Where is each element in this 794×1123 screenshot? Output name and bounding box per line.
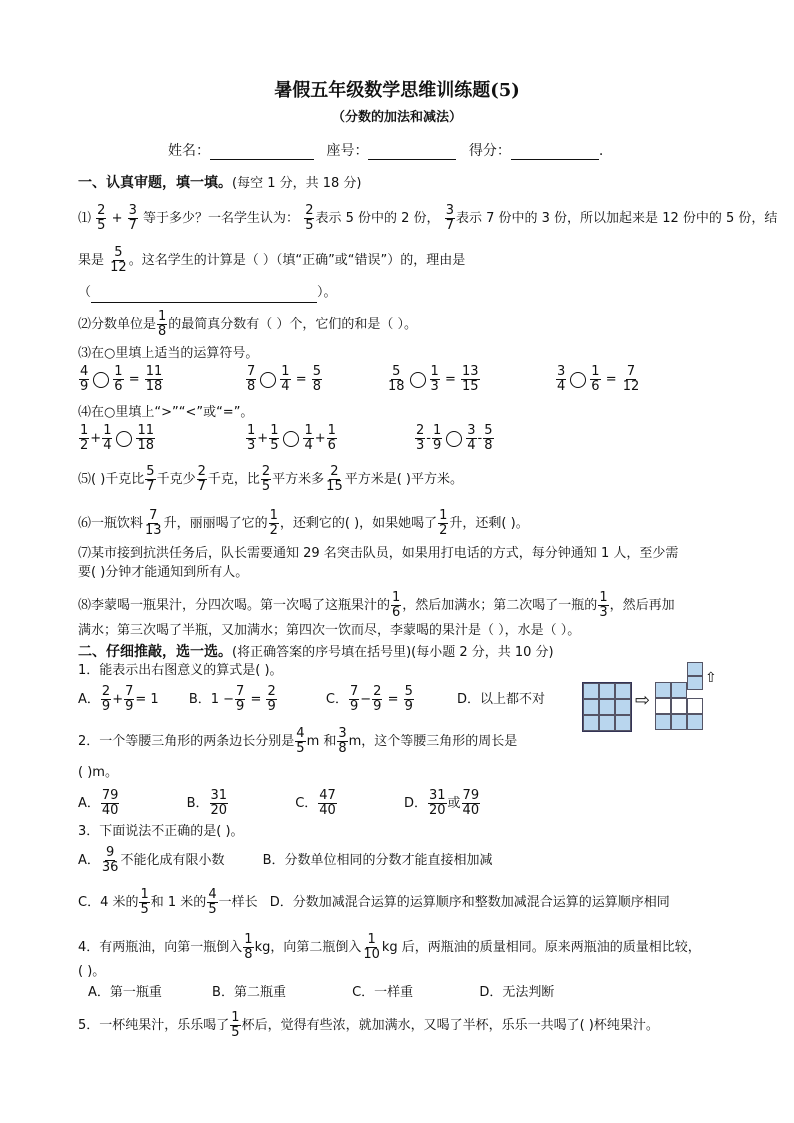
plus-sign: + [111,211,123,226]
q1-text: 果是 [78,253,105,268]
option-d: D．无法判断 [479,985,555,1000]
c4-options [88,983,554,1003]
q1-text: 等于多少？一名学生认为： [143,211,300,226]
arrow-up-icon: ⇧ [705,670,717,686]
compare-circle[interactable] [116,431,132,447]
option-d: D．分数加减混合运算的运算顺序和整数加减混合运算的运算顺序相同 [269,895,670,910]
moved-cell [687,662,703,676]
name-field[interactable] [210,145,314,160]
q8-line2: 满水；第三次喝了半瓶，又加满水；第四次一饮而尽，李蒙喝的果汁是（ ），水是（ ）。 [78,623,581,638]
answer-field[interactable] [91,288,317,303]
section-1-heading [78,172,362,192]
q1-text: 表示 5 份中的 2 份， [315,211,440,226]
q3-item-1: $\frac{4}{9}$ $\frac{1}{6}$ = $\frac{11}{18}$ [80,364,163,394]
q1-text: 表示 7 份中的 3 份，所以加起来是 12 份中的 5 份，结 [455,211,778,226]
score-field[interactable] [511,145,599,160]
option-b: B．1 − $\frac{7}{9}$ = $\frac{2}{9}$ [188,684,276,714]
option-c: C．4 米的 $\frac{1}{5}$ 和 1 米的 $\frac{4}{5}$ 一样长 [78,887,258,917]
option-a: A． $\frac{79}{40}$ [78,788,119,818]
fraction: $\frac{2}{5}$ [305,203,314,233]
name-label: 姓名： [168,143,210,159]
operator-circle[interactable] [410,372,426,388]
arrow-right-icon: ⇨ [635,690,651,711]
q7-line1: ⑺某市接到抗洪任务后，队长需要通知 29 名突击队员，如果用打电话的方式，每分钟通知 1 人，至少需 [78,546,679,561]
q1-line1 [78,204,777,233]
q2: ⑵分数单位是 $\frac{1}{8}$ 的最简真分数有（ ）个，它们的和是（ ）。 [78,309,418,339]
q5: ⑸( )千克比 $\frac{5}{7}$ 千克少 $\frac{2}{7}$ 千克，比 $\frac{2}{5}$ 平方米多 $\frac{2}{15}$ 平方米是( )平方米。 [78,464,463,494]
option-a: A． $\frac{2}{9}$ + $\frac{7}{9}$ = 1 [78,684,159,714]
section-1-note: (每空 1 分，共 18 分) [232,176,362,191]
option-a: A． $\frac{9}{36}$ 不能化成有限小数 [78,845,225,875]
c3-options-ab [78,846,493,875]
option-c: C． $\frac{47}{40}$ [295,788,336,818]
q4-title: ⑷在○里填上“>”“<”或“=”。 [78,405,254,420]
c2-question: 2．一个等腰三角形的两条边长分别是 $\frac{4}{5}$ m 和 $\frac{3}{8}$ m，这个等腰三角形的周长是 [78,726,518,756]
fraction: $\frac{1}{8}$ [158,309,167,339]
q3-item-4: $\frac{3}{4}$ $\frac{1}{6}$ = $\frac{7}{12}$ [557,364,640,394]
student-info [168,140,603,160]
section-2-title: 二、仔细推敲，选一选。 [78,644,232,660]
option-d: D．以上都不对 [457,692,546,707]
c3-options-cd [78,888,670,917]
c2-options [78,789,481,818]
q3-item-3: $\frac{5}{18}$ $\frac{1}{3}$ = $\frac{13}{15}$ [388,364,479,394]
c5-question: 5．一杯纯果汁，乐乐喝了 $\frac{1}{5}$ 杯后，觉得有些浓，就加满水，又喝了半杯，乐乐一共喝了( )杯纯果汁。 [78,1010,659,1040]
option-b: B． $\frac{31}{20}$ [186,788,228,818]
q4-item-2: $\frac{1}{3}$ + $\frac{1}{5}$ $\frac{1}{4}$ + $\frac{1}{6}$ [247,423,336,453]
q8-line1: ⑻李蒙喝一瓶果汁，分四次喝。第一次喝了这瓶果汁的 $\frac{1}{6}$ ，然后加满水；第二次喝了一瓶的 $\frac{1}{3}$ ，然后再加 [78,590,675,620]
seat-label: 座号： [326,143,369,159]
moved-cell [687,676,703,690]
c3-question: 3．下面说法不正确的是( )。 [78,824,244,839]
q3-title: ⑶在○里填上适当的运算符号。 [78,346,259,361]
section-2-note: (将正确答案的序号填在括号里)(每小题 2 分，共 10 分) [232,645,554,660]
q1-line3: （ ）。 [78,283,337,303]
option-c: C． $\frac{7}{9}$ − $\frac{2}{9}$ = $\frac{5}{9}$ [325,684,413,714]
fraction: $\frac{2}{5}$ [97,203,106,233]
operator-circle[interactable] [93,372,109,388]
operator-circle[interactable] [260,372,276,388]
seat-field[interactable] [368,145,456,160]
q1-line2 [78,246,465,275]
score-label: 得分： [468,143,511,159]
option-d: D． $\frac{31}{20}$ 或 $\frac{79}{40}$ [403,788,480,818]
operator-circle[interactable] [570,372,586,388]
page-subtitle: （分数的加法和减法） [331,110,462,125]
section-2-heading [78,641,554,661]
header-end: . [598,143,604,159]
q3-item-2: $\frac{7}{8}$ $\frac{1}{4}$ = $\frac{5}{8}$ [247,364,322,394]
q4-item-3: $\frac{2}{3}$ - $\frac{1}{9}$ $\frac{3}{4}$ - $\frac{5}{8}$ [416,423,493,453]
section-1-title: 一、认真审题，填一填。 [78,175,232,191]
q7-line2: 要( )分钟才能通知到所有人。 [78,565,249,580]
c4-line2: ( )。 [78,964,106,979]
q6: ⑹一瓶饮料 $\frac{7}{13}$ 升，丽丽喝了它的 $\frac{1}{2}$ ，还剩它的( )，如果她喝了 $\frac{1}{2}$ 升，还剩( )。 [78,508,529,538]
q4-item-1: $\frac{1}{2}$ + $\frac{1}{4}$ $\frac{11}{18}$ [80,423,155,453]
c1-options [78,685,545,714]
q1-text: 。这名学生的计算是（ ）（填“正确”或“错误”）的，理由是 [128,253,466,268]
option-b: B．第二瓶重 [212,985,286,1000]
c4-question: 4．有两瓶油，向第一瓶倒入 $\frac{1}{8}$ kg，向第二瓶倒入 $\frac{1}{10}$ kg 后，两瓶油的质量相同。原来两瓶油的质量相比较， [78,932,701,962]
grid-before-figure [582,682,632,732]
option-b: B．分数单位相同的分数才能直接相加减 [262,853,493,868]
c2-line2: ( )m。 [78,765,118,780]
fraction: $\frac{3}{7}$ [445,203,454,233]
option-c: C．一样重 [352,985,414,1000]
q1-number: ⑴ [78,211,92,226]
compare-circle[interactable] [446,431,462,447]
fraction: $\frac{5}{12}$ [110,245,127,275]
compare-circle[interactable] [283,431,299,447]
page-title: 暑假五年级数学思维训练题(5) [274,80,520,101]
fraction: $\frac{3}{7}$ [128,203,137,233]
option-a: A．第一瓶重 [88,985,162,1000]
c1-question: 1．能表示出右图意义的算式是( )。 [78,663,283,678]
